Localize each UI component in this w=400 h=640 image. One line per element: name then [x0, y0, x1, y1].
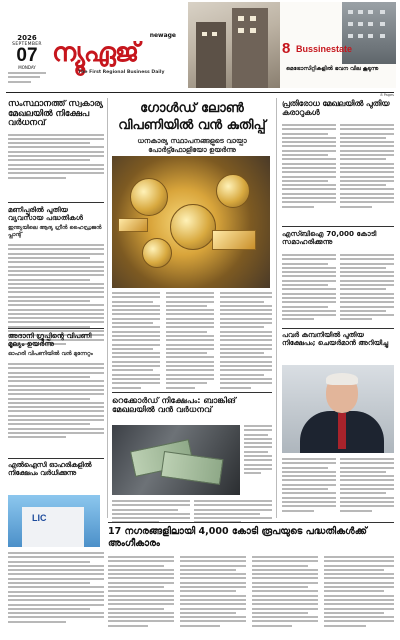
article-center-second[interactable] [112, 396, 272, 414]
article-bottom-banner[interactable] [108, 526, 394, 550]
article-left-top[interactable] [8, 100, 104, 181]
lic-building-photo: LIC [8, 495, 100, 547]
article-headline: അദാനി ഗ്രൂപ്പിന്റെ വിപണി മൂല്യം ഉയർന്നു [8, 331, 92, 349]
lead-headline: ഗോൾഡ് ലോൺ വിപണിയിൽ വൻ കുതിപ്പ് [118, 101, 266, 133]
article-headline: എൽഐസി ഓഹരികളിൽ നിക്ഷേപം വർധിക്കുന്നു [8, 461, 92, 477]
date-month: SEPTEMBER [12, 42, 42, 47]
article-headline: റെക്കോർഡ് നിക്ഷേപം: ബാങ്കിങ് മേഖലയിൽ വൻ വർധനവ് [112, 395, 236, 415]
promo-box[interactable] [280, 2, 396, 88]
lead-deck: ധനകാര്യ സ്ഥാപനങ്ങളുടെ വായ്പാ പോർട്ട്ഫോളിയോ ഉയർന്നു [137, 137, 247, 154]
date-year: 2026 [17, 34, 37, 42]
currency-notes-photo [112, 425, 240, 495]
promo-section-name: Bussinestate [296, 44, 353, 54]
date-weekday: MONDAY [18, 65, 36, 70]
logo-wordmark: ന്യൂഏജ് [52, 38, 139, 68]
article-right-profile[interactable] [282, 332, 394, 348]
masthead [0, 0, 400, 92]
date-day: 07 [16, 45, 38, 66]
article-left-mid[interactable] [8, 206, 104, 347]
article-left-lower[interactable] [8, 332, 104, 440]
article-right-mid[interactable] [282, 230, 394, 246]
gold-jewellery-photo [112, 156, 270, 288]
promo-headline: മെട്രോസിറ്റികളിൽ ഭവന വില കൂടുന്നു [286, 66, 379, 72]
logo-tagline: The First Regional Business Daily [78, 70, 165, 75]
promo-page-number: 8 [282, 40, 291, 57]
article-subhead: ഇന്ത്യയിലെ ആദ്യ ഗ്രീൻ ഹൈഡ്രജൻ പ്ലാന്റ് [8, 225, 102, 239]
promo-building-photo [188, 2, 280, 88]
article-subhead: ഓഹരി വിപണിയിൽ വൻ മുന്നേറ്റം [8, 351, 93, 358]
page-count: 8 Pages [380, 93, 394, 97]
logo-tag: newage [149, 32, 176, 39]
article-headline: പവർ കമ്പനിയിൽ പുതിയ നിക്ഷേപം; ചെയർമാൻ അറിയിച്ചു [282, 331, 389, 347]
article-right-top[interactable] [282, 100, 394, 117]
article-headline: എസ്ബിഐ 70,000 കോടി സമാഹരിക്കുന്നു [282, 229, 377, 247]
date-box [8, 34, 46, 85]
article-center-lead[interactable] [112, 100, 272, 155]
businessman-portrait-photo [282, 365, 394, 453]
article-headline: മണിപ്പൂരിൽ പുതിയ വ്യവസായ പദ്ധതികൾ [8, 205, 84, 223]
banner-headline: 17 നഗരങ്ങളിലായി 4,000 കോടി രൂപയുടെ പദ്ധതികൾക്ക് അംഗീകാരം [108, 526, 367, 549]
article-headline: സംസ്ഥാനത്ത് സ്വകാര്യ മേഖലയിൽ നിക്ഷേപ വർധനവ് [8, 99, 103, 129]
article-headline: പ്രതിരോധ മേഖലയിൽ പുതിയ കരാറുകൾ [282, 99, 390, 117]
article-left-bottom[interactable] [8, 462, 104, 477]
promo-skyline-photo [342, 2, 396, 64]
newspaper-logo [52, 32, 184, 78]
